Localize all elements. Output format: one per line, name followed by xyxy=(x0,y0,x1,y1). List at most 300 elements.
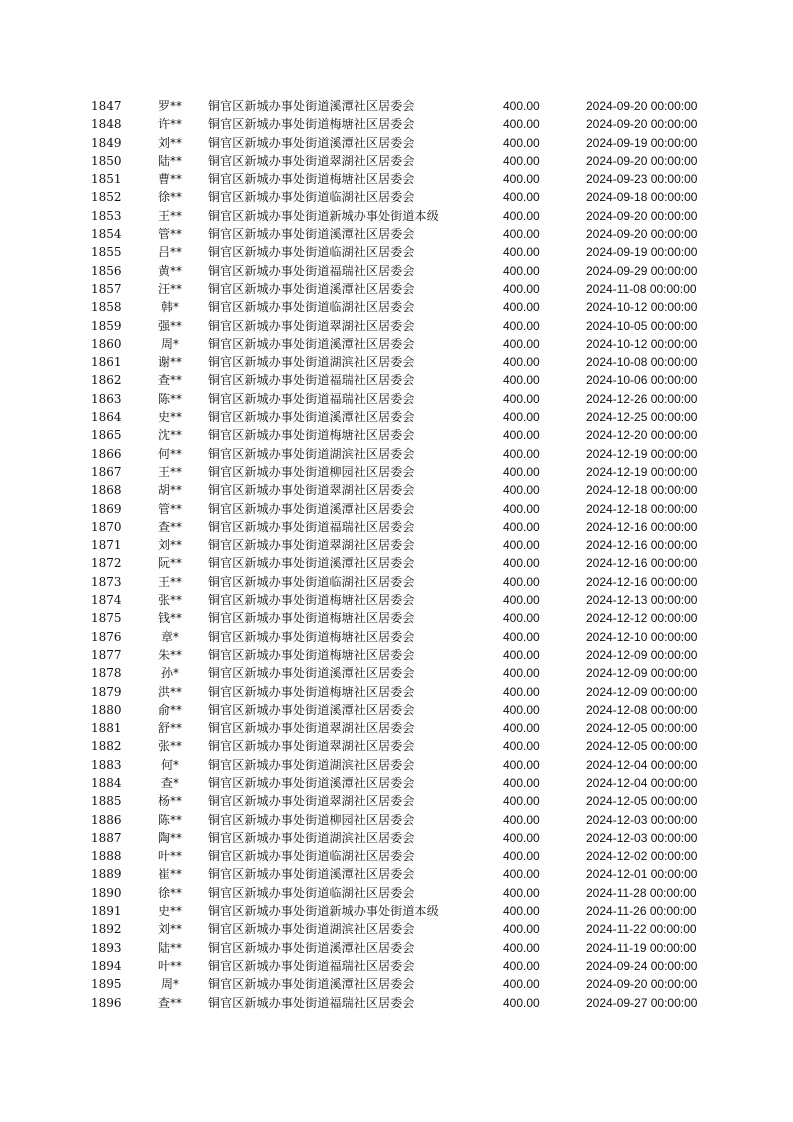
person-name: 何* xyxy=(160,757,179,772)
row-number: 1879 xyxy=(91,684,122,699)
date-time: 2024-11-26 00:00:00 xyxy=(586,904,697,919)
person-name: 叶** xyxy=(157,958,182,973)
person-name: 查* xyxy=(160,775,179,790)
table-row xyxy=(0,97,793,115)
date-time: 2024-12-19 00:00:00 xyxy=(586,464,698,479)
date-time: 2024-09-20 00:00:00 xyxy=(586,153,698,168)
row-number: 1890 xyxy=(91,885,122,900)
row-number: 1891 xyxy=(91,904,122,919)
row-number: 1868 xyxy=(91,483,122,498)
amount: 400.00 xyxy=(503,373,540,388)
table-row xyxy=(0,884,793,902)
table-row xyxy=(0,664,793,682)
person-name: 强** xyxy=(157,318,182,333)
person-name: 朱** xyxy=(157,647,182,662)
date-time: 2024-12-13 00:00:00 xyxy=(586,593,698,608)
date-time: 2024-12-04 00:00:00 xyxy=(586,775,698,790)
date-time: 2024-09-18 00:00:00 xyxy=(586,190,698,205)
amount: 400.00 xyxy=(503,995,540,1010)
table-row xyxy=(0,737,793,755)
table-row xyxy=(0,609,793,627)
table-row xyxy=(0,591,793,609)
organization: 铜官区新城办事处街道翠湖社区居委会 xyxy=(208,794,415,809)
amount: 400.00 xyxy=(503,117,540,132)
row-number: 1865 xyxy=(91,428,122,443)
person-name: 王** xyxy=(157,464,182,479)
organization: 铜官区新城办事处街道临湖社区居委会 xyxy=(208,849,415,864)
organization: 铜官区新城办事处街道翠湖社区居委会 xyxy=(208,153,415,168)
date-time: 2024-12-18 00:00:00 xyxy=(586,483,698,498)
organization: 铜官区新城办事处街道梅塘社区居委会 xyxy=(208,593,415,608)
organization: 铜官区新城办事处街道溪潭社区居委会 xyxy=(208,556,415,571)
organization: 铜官区新城办事处街道溪潭社区居委会 xyxy=(208,135,415,150)
organization: 铜官区新城办事处街道梅塘社区居委会 xyxy=(208,172,415,187)
person-name: 周* xyxy=(160,336,179,351)
table-row xyxy=(0,371,793,389)
person-name: 汪** xyxy=(157,281,182,296)
row-number: 1867 xyxy=(91,464,122,479)
organization: 铜官区新城办事处街道梅塘社区居委会 xyxy=(208,611,415,626)
amount: 400.00 xyxy=(503,684,540,699)
organization: 铜官区新城办事处街道翠湖社区居委会 xyxy=(208,721,415,736)
person-name: 孙* xyxy=(160,666,179,681)
organization: 铜官区新城办事处街道湖滨社区居委会 xyxy=(208,757,415,772)
person-name: 吕** xyxy=(157,245,182,260)
amount: 400.00 xyxy=(503,300,540,315)
date-time: 2024-12-05 00:00:00 xyxy=(586,794,698,809)
person-name: 舒** xyxy=(157,721,182,736)
date-time: 2024-09-20 00:00:00 xyxy=(586,117,698,132)
row-number: 1858 xyxy=(91,300,122,315)
date-time: 2024-12-16 00:00:00 xyxy=(586,556,698,571)
amount: 400.00 xyxy=(503,501,540,516)
table-row xyxy=(0,298,793,316)
organization: 铜官区新城办事处街道新城办事处街道本级 xyxy=(208,208,439,223)
person-name: 沈** xyxy=(157,428,182,443)
amount: 400.00 xyxy=(503,885,540,900)
date-time: 2024-11-22 00:00:00 xyxy=(586,922,697,937)
row-number: 1854 xyxy=(91,227,122,242)
row-number: 1852 xyxy=(91,190,122,205)
amount: 400.00 xyxy=(503,775,540,790)
date-time: 2024-11-08 00:00:00 xyxy=(586,281,697,296)
person-name: 史** xyxy=(157,904,182,919)
table-row xyxy=(0,188,793,206)
organization: 铜官区新城办事处街道柳园社区居委会 xyxy=(208,464,415,479)
row-number: 1873 xyxy=(91,574,122,589)
date-time: 2024-12-26 00:00:00 xyxy=(586,391,698,406)
table-row xyxy=(0,408,793,426)
table-row xyxy=(0,317,793,335)
amount: 400.00 xyxy=(503,227,540,242)
row-number: 1878 xyxy=(91,666,122,681)
organization: 铜官区新城办事处街道湖滨社区居委会 xyxy=(208,922,415,937)
date-time: 2024-12-01 00:00:00 xyxy=(586,867,698,882)
row-number: 1886 xyxy=(91,812,122,827)
amount: 400.00 xyxy=(503,355,540,370)
organization: 铜官区新城办事处街道溪潭社区居委会 xyxy=(208,227,415,242)
person-name: 韩* xyxy=(160,300,179,315)
organization: 铜官区新城办事处街道溪潭社区居委会 xyxy=(208,977,415,992)
row-number: 1866 xyxy=(91,446,122,461)
date-time: 2024-09-23 00:00:00 xyxy=(586,172,698,187)
amount: 400.00 xyxy=(503,556,540,571)
person-name: 罗** xyxy=(157,99,182,113)
table-row xyxy=(0,628,793,646)
person-name: 曹** xyxy=(157,172,182,187)
table-row xyxy=(0,646,793,664)
date-time: 2024-10-08 00:00:00 xyxy=(586,355,698,370)
row-number: 1882 xyxy=(91,739,122,754)
amount: 400.00 xyxy=(503,666,540,681)
date-time: 2024-10-06 00:00:00 xyxy=(586,373,698,388)
organization: 铜官区新城办事处街道梅塘社区居委会 xyxy=(208,629,415,644)
person-name: 陈** xyxy=(157,812,182,827)
amount: 400.00 xyxy=(503,867,540,882)
organization: 铜官区新城办事处街道梅塘社区居委会 xyxy=(208,117,415,132)
organization: 铜官区新城办事处街道溪潭社区居委会 xyxy=(208,501,415,516)
amount: 400.00 xyxy=(503,153,540,168)
organization: 铜官区新城办事处街道梅塘社区居委会 xyxy=(208,428,415,443)
amount: 400.00 xyxy=(503,446,540,461)
person-name: 查** xyxy=(157,519,182,534)
row-number: 1885 xyxy=(91,794,122,809)
person-name: 陆** xyxy=(157,940,182,955)
person-name: 管** xyxy=(157,227,182,242)
person-name: 钱** xyxy=(157,611,182,626)
amount: 400.00 xyxy=(503,263,540,278)
organization: 铜官区新城办事处街道梅塘社区居委会 xyxy=(208,647,415,662)
row-number: 1864 xyxy=(91,410,122,425)
table-row xyxy=(0,390,793,408)
organization: 铜官区新城办事处街道福瑞社区居委会 xyxy=(208,391,415,406)
date-time: 2024-12-25 00:00:00 xyxy=(586,410,698,425)
row-number: 1881 xyxy=(91,721,122,736)
organization: 铜官区新城办事处街道翠湖社区居委会 xyxy=(208,318,415,333)
table-row xyxy=(0,847,793,865)
date-time: 2024-10-12 00:00:00 xyxy=(586,300,698,315)
organization: 铜官区新城办事处街道湖滨社区居委会 xyxy=(208,355,415,370)
organization: 铜官区新城办事处街道溪潭社区居委会 xyxy=(208,940,415,955)
table-row xyxy=(0,134,793,152)
row-number: 1847 xyxy=(91,99,122,113)
table-row xyxy=(0,518,793,536)
person-name: 周* xyxy=(160,977,179,992)
person-name: 阮** xyxy=(157,556,182,571)
row-number: 1872 xyxy=(91,556,122,571)
table-row xyxy=(0,152,793,170)
date-time: 2024-12-05 00:00:00 xyxy=(586,739,698,754)
date-time: 2024-12-10 00:00:00 xyxy=(586,629,698,644)
date-time: 2024-12-18 00:00:00 xyxy=(586,501,698,516)
organization: 铜官区新城办事处街道溪潭社区居委会 xyxy=(208,867,415,882)
date-time: 2024-12-03 00:00:00 xyxy=(586,812,698,827)
date-time: 2024-09-29 00:00:00 xyxy=(586,263,698,278)
amount: 400.00 xyxy=(503,904,540,919)
table-row xyxy=(0,262,793,280)
person-name: 章* xyxy=(160,629,179,644)
amount: 400.00 xyxy=(503,190,540,205)
organization: 铜官区新城办事处街道临湖社区居委会 xyxy=(208,245,415,260)
table-row xyxy=(0,902,793,920)
amount: 400.00 xyxy=(503,922,540,937)
organization: 铜官区新城办事处街道湖滨社区居委会 xyxy=(208,446,415,461)
table-row xyxy=(0,994,793,1012)
organization: 铜官区新城办事处街道临湖社区居委会 xyxy=(208,300,415,315)
row-number: 1871 xyxy=(91,538,122,553)
row-number: 1893 xyxy=(91,940,122,955)
amount: 400.00 xyxy=(503,830,540,845)
person-name: 查** xyxy=(157,995,182,1010)
table-row xyxy=(0,719,793,737)
organization: 铜官区新城办事处街道翠湖社区居委会 xyxy=(208,739,415,754)
date-time: 2024-09-20 00:00:00 xyxy=(586,208,698,223)
table-row xyxy=(0,207,793,225)
organization: 铜官区新城办事处街道湖滨社区居委会 xyxy=(208,830,415,845)
amount: 400.00 xyxy=(503,977,540,992)
row-number: 1863 xyxy=(91,391,122,406)
organization: 铜官区新城办事处街道新城办事处街道本级 xyxy=(208,904,439,919)
date-time: 2024-09-20 00:00:00 xyxy=(586,977,698,992)
row-number: 1888 xyxy=(91,849,122,864)
person-name: 王** xyxy=(157,208,182,223)
organization: 铜官区新城办事处街道翠湖社区居委会 xyxy=(208,483,415,498)
organization: 铜官区新城办事处街道临湖社区居委会 xyxy=(208,190,415,205)
amount: 400.00 xyxy=(503,611,540,626)
row-number: 1853 xyxy=(91,208,122,223)
person-name: 徐** xyxy=(157,190,182,205)
date-time: 2024-09-19 00:00:00 xyxy=(586,245,698,260)
row-number: 1889 xyxy=(91,867,122,882)
table-row xyxy=(0,170,793,188)
table-row xyxy=(0,865,793,883)
table-row xyxy=(0,481,793,499)
amount: 400.00 xyxy=(503,245,540,260)
date-time: 2024-10-05 00:00:00 xyxy=(586,318,698,333)
table-row xyxy=(0,335,793,353)
date-time: 2024-12-16 00:00:00 xyxy=(586,574,698,589)
amount: 400.00 xyxy=(503,629,540,644)
row-number: 1855 xyxy=(91,245,122,260)
person-name: 刘** xyxy=(157,922,182,937)
row-number: 1896 xyxy=(91,995,122,1010)
row-number: 1877 xyxy=(91,647,122,662)
person-name: 谢** xyxy=(157,355,182,370)
table-row xyxy=(0,115,793,133)
table-row xyxy=(0,280,793,298)
amount: 400.00 xyxy=(503,593,540,608)
date-time: 2024-09-19 00:00:00 xyxy=(586,135,698,150)
person-name: 查** xyxy=(157,373,182,388)
person-name: 张** xyxy=(157,593,182,608)
amount: 400.00 xyxy=(503,208,540,223)
row-number: 1861 xyxy=(91,355,122,370)
amount: 400.00 xyxy=(503,391,540,406)
table-row xyxy=(0,536,793,554)
table-row xyxy=(0,701,793,719)
person-name: 崔** xyxy=(157,867,182,882)
organization: 铜官区新城办事处街道溪潭社区居委会 xyxy=(208,281,415,296)
table-row xyxy=(0,792,793,810)
organization: 铜官区新城办事处街道福瑞社区居委会 xyxy=(208,373,415,388)
organization: 铜官区新城办事处街道溪潭社区居委会 xyxy=(208,336,415,351)
amount: 400.00 xyxy=(503,336,540,351)
amount: 400.00 xyxy=(503,940,540,955)
amount: 400.00 xyxy=(503,574,540,589)
amount: 400.00 xyxy=(503,464,540,479)
table-row xyxy=(0,445,793,463)
record-table xyxy=(0,97,793,1012)
row-number: 1869 xyxy=(91,501,122,516)
organization: 铜官区新城办事处街道溪潭社区居委会 xyxy=(208,99,415,113)
row-number: 1848 xyxy=(91,117,122,132)
table-row xyxy=(0,811,793,829)
person-name: 叶** xyxy=(157,849,182,864)
date-time: 2024-10-12 00:00:00 xyxy=(586,336,698,351)
date-time: 2024-12-20 00:00:00 xyxy=(586,428,698,443)
table-row xyxy=(0,774,793,792)
organization: 铜官区新城办事处街道福瑞社区居委会 xyxy=(208,519,415,534)
date-time: 2024-12-08 00:00:00 xyxy=(586,702,698,717)
organization: 铜官区新城办事处街道福瑞社区居委会 xyxy=(208,995,415,1010)
row-number: 1860 xyxy=(91,336,122,351)
organization: 铜官区新城办事处街道翠湖社区居委会 xyxy=(208,538,415,553)
amount: 400.00 xyxy=(503,135,540,150)
date-time: 2024-12-09 00:00:00 xyxy=(586,666,698,681)
amount: 400.00 xyxy=(503,702,540,717)
row-number: 1870 xyxy=(91,519,122,534)
date-time: 2024-12-05 00:00:00 xyxy=(586,721,698,736)
table-row xyxy=(0,957,793,975)
amount: 400.00 xyxy=(503,794,540,809)
date-time: 2024-12-16 00:00:00 xyxy=(586,519,698,534)
amount: 400.00 xyxy=(503,757,540,772)
person-name: 张** xyxy=(157,739,182,754)
person-name: 胡** xyxy=(157,483,182,498)
table-row xyxy=(0,463,793,481)
table-row xyxy=(0,554,793,572)
row-number: 1856 xyxy=(91,263,122,278)
person-name: 刘** xyxy=(157,538,182,553)
row-number: 1857 xyxy=(91,281,122,296)
date-time: 2024-12-04 00:00:00 xyxy=(586,757,698,772)
amount: 400.00 xyxy=(503,172,540,187)
amount: 400.00 xyxy=(503,538,540,553)
row-number: 1859 xyxy=(91,318,122,333)
person-name: 黄** xyxy=(157,263,182,278)
row-number: 1874 xyxy=(91,593,122,608)
amount: 400.00 xyxy=(503,812,540,827)
date-time: 2024-11-28 00:00:00 xyxy=(586,885,697,900)
row-number: 1851 xyxy=(91,172,122,187)
table-row xyxy=(0,683,793,701)
amount: 400.00 xyxy=(503,958,540,973)
table-row xyxy=(0,920,793,938)
person-name: 许** xyxy=(157,117,182,132)
person-name: 陈** xyxy=(157,391,182,406)
person-name: 王** xyxy=(157,574,182,589)
amount: 400.00 xyxy=(503,428,540,443)
date-time: 2024-12-16 00:00:00 xyxy=(586,538,698,553)
person-name: 管** xyxy=(157,501,182,516)
table-row xyxy=(0,500,793,518)
amount: 400.00 xyxy=(503,721,540,736)
table-row xyxy=(0,243,793,261)
person-name: 徐** xyxy=(157,885,182,900)
row-number: 1880 xyxy=(91,702,122,717)
date-time: 2024-09-20 00:00:00 xyxy=(586,227,698,242)
organization: 铜官区新城办事处街道临湖社区居委会 xyxy=(208,885,415,900)
person-name: 俞** xyxy=(157,702,182,717)
row-number: 1892 xyxy=(91,922,122,937)
date-time: 2024-11-19 00:00:00 xyxy=(586,940,697,955)
row-number: 1849 xyxy=(91,135,122,150)
date-time: 2024-12-12 00:00:00 xyxy=(586,611,698,626)
table-row xyxy=(0,573,793,591)
amount: 400.00 xyxy=(503,281,540,296)
row-number: 1887 xyxy=(91,830,122,845)
table-row xyxy=(0,353,793,371)
person-name: 何** xyxy=(157,446,182,461)
organization: 铜官区新城办事处街道柳园社区居委会 xyxy=(208,812,415,827)
date-time: 2024-12-02 00:00:00 xyxy=(586,849,698,864)
date-time: 2024-12-19 00:00:00 xyxy=(586,446,698,461)
person-name: 史** xyxy=(157,410,182,425)
amount: 400.00 xyxy=(503,647,540,662)
row-number: 1876 xyxy=(91,629,122,644)
row-number: 1895 xyxy=(91,977,122,992)
person-name: 刘** xyxy=(157,135,182,150)
row-number: 1883 xyxy=(91,757,122,772)
organization: 铜官区新城办事处街道福瑞社区居委会 xyxy=(208,958,415,973)
amount: 400.00 xyxy=(503,849,540,864)
amount: 400.00 xyxy=(503,739,540,754)
table-row xyxy=(0,939,793,957)
table-row xyxy=(0,756,793,774)
amount: 400.00 xyxy=(503,483,540,498)
amount: 400.00 xyxy=(503,519,540,534)
date-time: 2024-09-27 00:00:00 xyxy=(586,995,698,1010)
date-time: 2024-12-03 00:00:00 xyxy=(586,830,698,845)
date-time: 2024-12-09 00:00:00 xyxy=(586,684,698,699)
date-time: 2024-12-09 00:00:00 xyxy=(586,647,698,662)
organization: 铜官区新城办事处街道溪潭社区居委会 xyxy=(208,666,415,681)
person-name: 洪** xyxy=(157,684,182,699)
organization: 铜官区新城办事处街道溪潭社区居委会 xyxy=(208,775,415,790)
amount: 400.00 xyxy=(503,410,540,425)
row-number: 1894 xyxy=(91,958,122,973)
row-number: 1875 xyxy=(91,611,122,626)
organization: 铜官区新城办事处街道临湖社区居委会 xyxy=(208,574,415,589)
organization: 铜官区新城办事处街道溪潭社区居委会 xyxy=(208,410,415,425)
person-name: 陆** xyxy=(157,153,182,168)
row-number: 1862 xyxy=(91,373,122,388)
table-row xyxy=(0,829,793,847)
organization: 铜官区新城办事处街道溪潭社区居委会 xyxy=(208,702,415,717)
date-time: 2024-09-20 00:00:00 xyxy=(586,99,698,113)
table-row xyxy=(0,225,793,243)
amount: 400.00 xyxy=(503,99,540,113)
row-number: 1884 xyxy=(91,775,122,790)
organization: 铜官区新城办事处街道福瑞社区居委会 xyxy=(208,263,415,278)
person-name: 陶** xyxy=(157,830,182,845)
person-name: 杨** xyxy=(157,794,182,809)
table-row xyxy=(0,426,793,444)
amount: 400.00 xyxy=(503,318,540,333)
table-row xyxy=(0,975,793,993)
organization: 铜官区新城办事处街道梅塘社区居委会 xyxy=(208,684,415,699)
row-number: 1850 xyxy=(91,153,122,168)
